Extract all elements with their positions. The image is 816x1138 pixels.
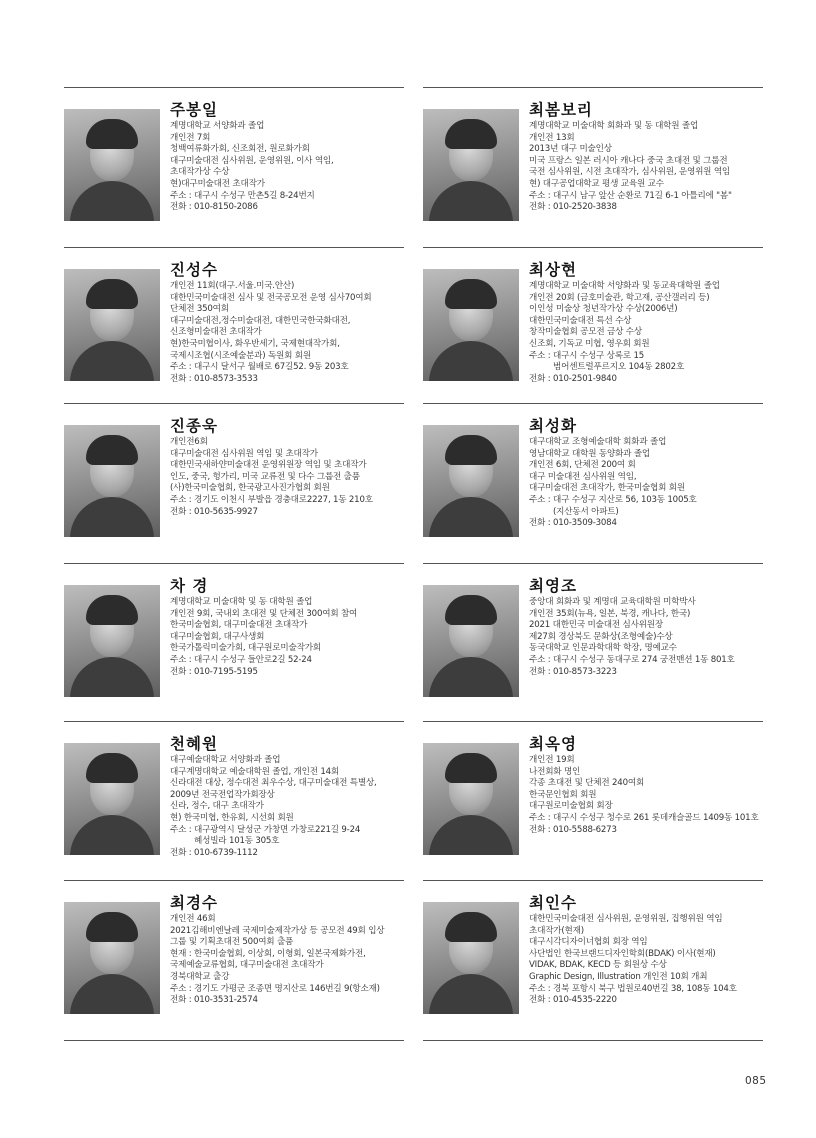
profile-line: 전화 : 010-7195-5195 xyxy=(170,666,258,677)
profile-line: 개인전 9회, 국내외 초대전 및 단체전 300여회 참여 xyxy=(170,608,358,619)
profile-line: 대구미술대전,정수미술대전, 대한민국한국화대전, xyxy=(170,315,351,326)
profile-line: 국제예술교류협회, 대구미술대전 초대작가 xyxy=(170,960,324,971)
profile-line: 혜성빌라 101동 305호 xyxy=(194,836,280,847)
profile-line: 대구미술대전 심사위원 역임 및 초대작가 xyxy=(170,448,318,459)
profile-line: 주소 : 대구시 수성구 들안로2길 52-24 xyxy=(170,654,312,665)
profile-line: 신라대전 대상, 정수대전 최우수상, 대구미술대전 특별상, xyxy=(170,778,377,789)
profile-line: 범어센트럴푸르지오 104동 2802호 xyxy=(553,362,685,373)
profile-line: 2021김해비엔날레 국제미술제작가상 등 공모전 49회 입상 xyxy=(170,925,385,936)
profile-line: 대구미술협회, 대구사생회 xyxy=(170,631,265,642)
page-number: 085 xyxy=(745,1075,767,1087)
profile-line: 동국대학교 인문과학대학 학장, 명예교수 xyxy=(529,643,677,654)
profile-line: 주소 : 대구시 수성구 동대구로 274 궁전맨션 1동 801호 xyxy=(529,654,735,665)
artist-profile xyxy=(529,577,763,678)
artist-name: 최옥영 xyxy=(529,735,577,753)
divider-rule xyxy=(64,247,404,248)
profile-line: 대구시각디자이너협회 회장 역임 xyxy=(529,937,648,948)
artist-profile xyxy=(529,101,763,214)
profile-line: 개인전 46회 xyxy=(170,914,216,924)
profile-line: (사)한국미술협회, 한국광고사진가협회 회원 xyxy=(170,483,330,494)
profile-line: 제27회 경상북도 문화상(조형예술)수상 xyxy=(529,631,673,642)
profile-line: 전화 : 010-4535-2220 xyxy=(529,995,617,1006)
profile-line: 그룹 및 기획초대전 500여회 출품 xyxy=(170,937,294,948)
profile-line: 현)한국미협이사, 화우반세기, 국제현대작가회, xyxy=(170,338,340,349)
artist-portrait-photo xyxy=(64,743,160,855)
divider-rule xyxy=(423,880,763,881)
artist-profile xyxy=(529,417,763,530)
profile-line: 계명대학교 서양화과 졸업 xyxy=(170,121,265,131)
profile-line: 2013년 대구 미술인상 xyxy=(529,144,612,155)
profile-line: 단체전 350여회 xyxy=(170,304,229,315)
artist-portrait-photo xyxy=(423,109,519,221)
profile-line: 대한민국미술대전 심사위원, 운영위원, 집행위원 역임 xyxy=(529,914,723,924)
profile-line: 개인전 20회 (금호미술관, 학고재, 공산갤러리 등) xyxy=(529,292,710,303)
divider-rule xyxy=(423,1040,763,1041)
profile-line: 한국가톨릭미술가회, 대구원로미술작가회 xyxy=(170,643,321,654)
profile-line: 현) 대구공업대학교 평생 교육원 교수 xyxy=(529,178,664,189)
profile-line: 주소 : 대구시 수성구 상록로 15 xyxy=(529,350,645,361)
artist-profile xyxy=(170,101,404,214)
profile-line: 한국문인협회 회원 xyxy=(529,789,597,800)
profile-line: 현재 : 한국미술협회, 이상회, 이형회, 일본국제화가전, xyxy=(170,948,366,959)
profile-line: 대구원로미술협회 회장 xyxy=(529,801,613,812)
profile-line: 대한민국미술대전 특선 수상 xyxy=(529,315,632,326)
profile-line: 개인전 6회, 단체전 200여 회 xyxy=(529,460,636,471)
artist-name: 천혜원 xyxy=(170,735,218,753)
artist-name: 최영조 xyxy=(529,577,577,595)
profile-line: 개인전 35회(뉴욕, 일본, 북경, 캐나다, 한국) xyxy=(529,608,691,619)
divider-rule xyxy=(64,1040,404,1041)
artist-portrait-photo xyxy=(423,585,519,697)
artist-portrait-photo xyxy=(64,585,160,697)
profile-line: 창작미술협회 공모전 금상 수상 xyxy=(529,327,642,338)
profile-line: 대구미술대전 초대작가, 한국미술협회 회원 xyxy=(529,483,685,494)
profile-line: 주소 : 대구시 수성구 만촌5길 8-24번지 xyxy=(170,190,315,201)
profile-line: 개인전 19회 xyxy=(529,755,575,765)
divider-rule xyxy=(423,721,763,722)
artist-portrait-photo xyxy=(423,269,519,381)
artist-portrait-photo xyxy=(64,425,160,537)
profile-line: 신조형미술대전 초대작가 xyxy=(170,327,262,338)
profile-line: 전화 : 010-5635-9927 xyxy=(170,506,258,517)
profile-line: 대한민국미술대전 심사 및 전국공모전 운영 심사70여회 xyxy=(170,292,372,303)
profile-line: 초대작가상 수상 xyxy=(170,167,230,178)
profile-line: 이인성 미술상 청년작가상 수상(2006년) xyxy=(529,304,678,315)
profile-line: 청백여류화가회, 신조회전, 원로화가회 xyxy=(170,144,310,155)
profile-line: 중앙대 회화과 및 계명대 교육대학원 미학박사 xyxy=(529,597,696,607)
artist-portrait-photo xyxy=(423,425,519,537)
profile-line: 주소 : 경북 포항시 북구 법원로40번길 38, 108동 104호 xyxy=(529,983,737,994)
profile-line: Graphic Design, Illustration 개인전 10회 개최 xyxy=(529,971,708,982)
divider-rule xyxy=(423,563,763,564)
profile-line: 2021 대한민국 미술대전 심사위원장 xyxy=(529,620,663,631)
profile-line: 경북대학교 출강 xyxy=(170,971,230,982)
profile-line: 대한민국새하얀미술대전 운영위원장 역임 및 초대작가 xyxy=(170,460,367,471)
artist-portrait-photo xyxy=(64,109,160,221)
profile-line: 전화 : 010-2520-3838 xyxy=(529,202,617,213)
profile-line: 계명대학교 미술대학 및 동 대학원 졸업 xyxy=(170,597,313,607)
divider-rule xyxy=(64,87,404,88)
profile-line: 대구대학교 조형예술대학 회화과 졸업 xyxy=(529,437,667,447)
profile-line: 국전 심사위원, 시전 초대작가, 심사위원, 운영위원 역임 xyxy=(529,167,731,178)
artist-portrait-photo xyxy=(423,743,519,855)
artist-profile xyxy=(170,735,404,859)
artist-profile xyxy=(170,417,404,518)
profile-line: 신조회, 기독교 미협, 영우회 회원 xyxy=(529,338,650,349)
profile-line: 인도, 중국, 헝가리, 미국 교류전 및 다수 그룹전 출품 xyxy=(170,471,360,482)
profile-line: 대구예술대학교 서양화과 졸업 xyxy=(170,755,281,765)
divider-rule xyxy=(423,87,763,88)
profile-line: 2009년 전국전업작가회장상 xyxy=(170,789,275,800)
artist-name: 차 경 xyxy=(170,577,209,595)
profile-line: (지산동서 아파트) xyxy=(553,506,619,517)
artist-name: 최인수 xyxy=(529,894,577,912)
profile-line: 계명대학교 미술대학 서양화과 및 동교육대학원 졸업 xyxy=(529,281,720,291)
profile-line: 개인전 7회 xyxy=(170,132,211,143)
divider-rule xyxy=(64,721,404,722)
profile-line: 개인전 11회(대구.서울.미국.안산) xyxy=(170,281,295,291)
divider-rule xyxy=(64,880,404,881)
divider-rule xyxy=(64,563,404,564)
profile-line: 주소 : 경기도 이천시 부발읍 경충대로2227, 1동 210호 xyxy=(170,494,373,505)
artist-name: 주봉일 xyxy=(170,101,218,119)
profile-line: 초대작가(현재) xyxy=(529,925,584,936)
profile-line: 미국 프랑스 일본 러시아 캐나다 중국 초대전 및 그룹전 xyxy=(529,155,728,166)
profile-line: 전화 : 010-8150-2086 xyxy=(170,202,258,213)
profile-line: 대구계명대학교 예술대학원 졸업, 개인전 14회 xyxy=(170,766,340,777)
profile-line: 전화 : 010-3531-2574 xyxy=(170,995,258,1006)
artist-name: 최상현 xyxy=(529,261,577,279)
profile-line: 주소 : 경기도 가평군 조종면 명지산로 146번길 9(항소재) xyxy=(170,983,380,994)
profile-line: 각종 초대전 및 단체전 240여회 xyxy=(529,778,645,789)
divider-rule xyxy=(64,403,404,404)
profile-line: 전화 : 010-5588-6273 xyxy=(529,824,617,835)
profile-line: 주소 : 대구광역시 달성군 가창면 가창로221길 9-24 xyxy=(170,824,361,835)
artist-profile xyxy=(529,894,763,1007)
profile-line: 전화 : 010-3509-3084 xyxy=(529,518,617,529)
artist-profile xyxy=(170,577,404,678)
profile-line: 개인전 13회 xyxy=(529,132,575,143)
profile-line: 주소 : 대구시 달서구 월배로 67길52. 9동 203호 xyxy=(170,362,349,373)
profile-line: 개인전6회 xyxy=(170,437,208,447)
profile-line: 계명대학교 미술대학 회화과 및 동 대학원 졸업 xyxy=(529,121,699,131)
profile-line: 전화 : 010-6739-1112 xyxy=(170,847,258,858)
divider-rule xyxy=(423,247,763,248)
profile-line: 전화 : 010-8573-3223 xyxy=(529,666,617,677)
artist-profile xyxy=(170,894,404,1007)
profile-line: 나전회화 명인 xyxy=(529,766,581,777)
artist-profile xyxy=(170,261,404,385)
artist-portrait-photo xyxy=(64,902,160,1014)
profile-line: 국제시조협(시조예술분과) 독원회 회원 xyxy=(170,350,311,361)
artist-name: 최성화 xyxy=(529,417,577,435)
profile-line: 신라, 정수, 대구 초대작가 xyxy=(170,801,264,812)
profile-line: VIDAK, BDAK, KECD 등 회원상 수상 xyxy=(529,960,667,971)
profile-line: 대구미술대전 심사위원, 운영위원, 이사 역임, xyxy=(170,155,334,166)
artist-name: 진성수 xyxy=(170,261,218,279)
profile-line: 주소 : 대구시 남구 앞산 순환로 71길 6-1 아틀리에 "봄" xyxy=(529,190,732,201)
artist-profile xyxy=(529,261,763,385)
artist-name: 진종욱 xyxy=(170,417,218,435)
profile-line: 주소 : 대구 수성구 지산로 56, 103동 1005호 xyxy=(529,494,697,505)
artist-name: 최봄보리 xyxy=(529,101,593,119)
profile-line: 대구 미술대전 심사위원 역임, xyxy=(529,471,637,482)
artist-profile xyxy=(529,735,763,836)
profile-line: 한국미술협회, 대구미술대전 초대작가 xyxy=(170,620,308,631)
profile-line: 전화 : 010-8573-3533 xyxy=(170,373,258,384)
profile-line: 전화 : 010-2501-9840 xyxy=(529,373,617,384)
profile-line: 현) 한국미협, 한유회, 시선회 회원 xyxy=(170,812,294,823)
artist-portrait-photo xyxy=(64,269,160,381)
artist-portrait-photo xyxy=(423,902,519,1014)
profile-line: 주소 : 대구시 수성구 청수로 261 롯데캐슬골드 1409동 101호 xyxy=(529,812,759,823)
divider-rule xyxy=(423,403,763,404)
profile-line: 사단법인 한국브랜드디자인학회(BDAK) 이사(현재) xyxy=(529,948,716,959)
artist-name: 최경수 xyxy=(170,894,218,912)
profile-line: 영남대학교 대학원 동양화과 졸업 xyxy=(529,448,651,459)
profile-line: 현)대구미술대전 초대작가 xyxy=(170,178,265,189)
